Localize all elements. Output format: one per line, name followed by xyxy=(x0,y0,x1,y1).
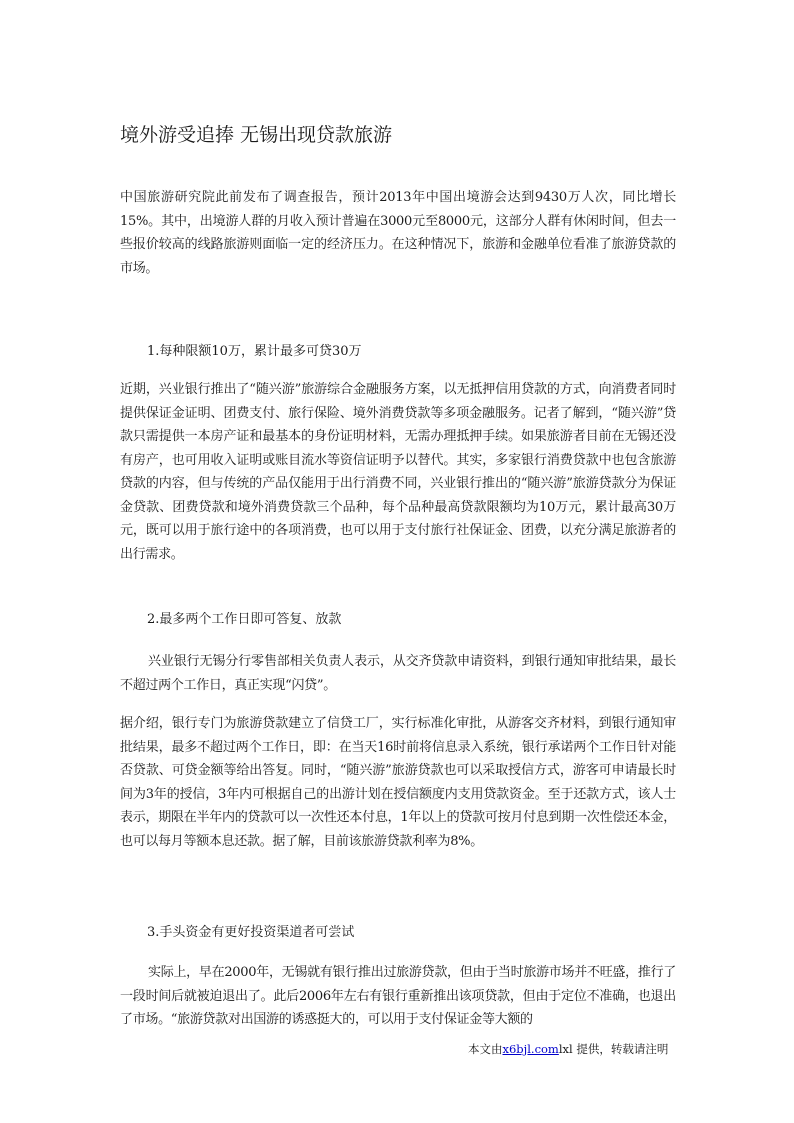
section-2-heading: 2.最多两个工作日即可答复、放款 xyxy=(147,612,342,627)
section-3-heading: 3.手头资金有更好投资渠道者可尝试 xyxy=(147,925,355,940)
page-title: 境外游受追捧 无锡出现贷款旅游 xyxy=(120,124,393,146)
footer-suffix: lxl 提供，转载请注明 xyxy=(558,1042,669,1056)
section-2-body-1: 兴业银行无锡分行零售部相关负责人表示，从交齐贷款申请资料，到银行通知审批结果，最长不超过两个工作日，真正实现“闪贷”。 xyxy=(120,654,676,693)
source-link[interactable]: x6bjl.com xyxy=(502,1042,559,1056)
section-3-body: 实际上，早在2000年，无锡就有银行推出过旅游贷款，但由于当时旅游市场并不旺盛，推行了一段时间后就被迫退出了。此后2006年左右有银行重新推出该项贷款，但由于定位不准确，也退出了市场。“旅游贷款对出国游的诱惑挺大的，可以用于支付保证金等大额的 xyxy=(120,965,676,1027)
footer-credit xyxy=(468,1040,698,1058)
section-1-body: 近期，兴业银行推出了“随兴游”旅游综合金融服务方案，以无抵押信用贷款的方式，向消费者同时提供保证金证明、团费支付、旅行保险、境外消费贷款等多项金融服务。记者了解到，“随兴游”贷款只需提供一本房产证和最基本的身份证明材料，无需办理抵押手续。如果旅游者目前在无锡还没有房产，也可用收入证明或账目流水等资信证明予以替代。其实，多家银行消费贷款中也包含旅游贷款的内容，但与传统的产品仅能用于出行消费不同，兴业银行推出的“随兴游”旅游贷款分为保证金贷款、团费贷款和境外消费贷款三个品种，每个品种最高贷款限额均为10万元，累计最高30万元，既可以用于旅行途中的各项消费，也可以用于支付旅行社保证金、团费，以充分满足旅游者的出行需求。 xyxy=(120,382,676,562)
section-1-heading: 1.每种限额10万，累计最多可贷30万 xyxy=(147,344,362,359)
intro-paragraph: 中国旅游研究院此前发布了调查报告，预计2013年中国出境游会达到9430万人次，同比增长15%。其中，出境游人群的月收入预计普遍在3000元至8000元，这部分人群有休闲时间，但去一些报价较高的线路旅游则面临一定的经济压力。在这种情况下，旅游和金融单位看准了旅游贷款的市场。 xyxy=(120,190,676,276)
section-2-body-2: 据介绍，银行专门为旅游贷款建立了信贷工厂，实行标准化审批，从游客交齐材料，到银行通知审批结果，最多不超过两个工作日，即：在当天16时前将信息录入系统，银行承诺两个工作日针对能否贷款、可贷金额等给出答复。同时，“随兴游”旅游贷款也可以采取授信方式，游客可申请最长时间为3年的授信，3年内可根据自己的出游计划在授信额度内支用贷款资金。至于还款方式，该人士表示，期限在半年内的贷款可以一次性还本付息，1年以上的贷款可按月付息到期一次性偿还本金，也可以每月等额本息还款。据了解，目前该旅游贷款利率为8%。 xyxy=(120,716,676,849)
footer-prefix: 本文由 xyxy=(468,1042,503,1056)
